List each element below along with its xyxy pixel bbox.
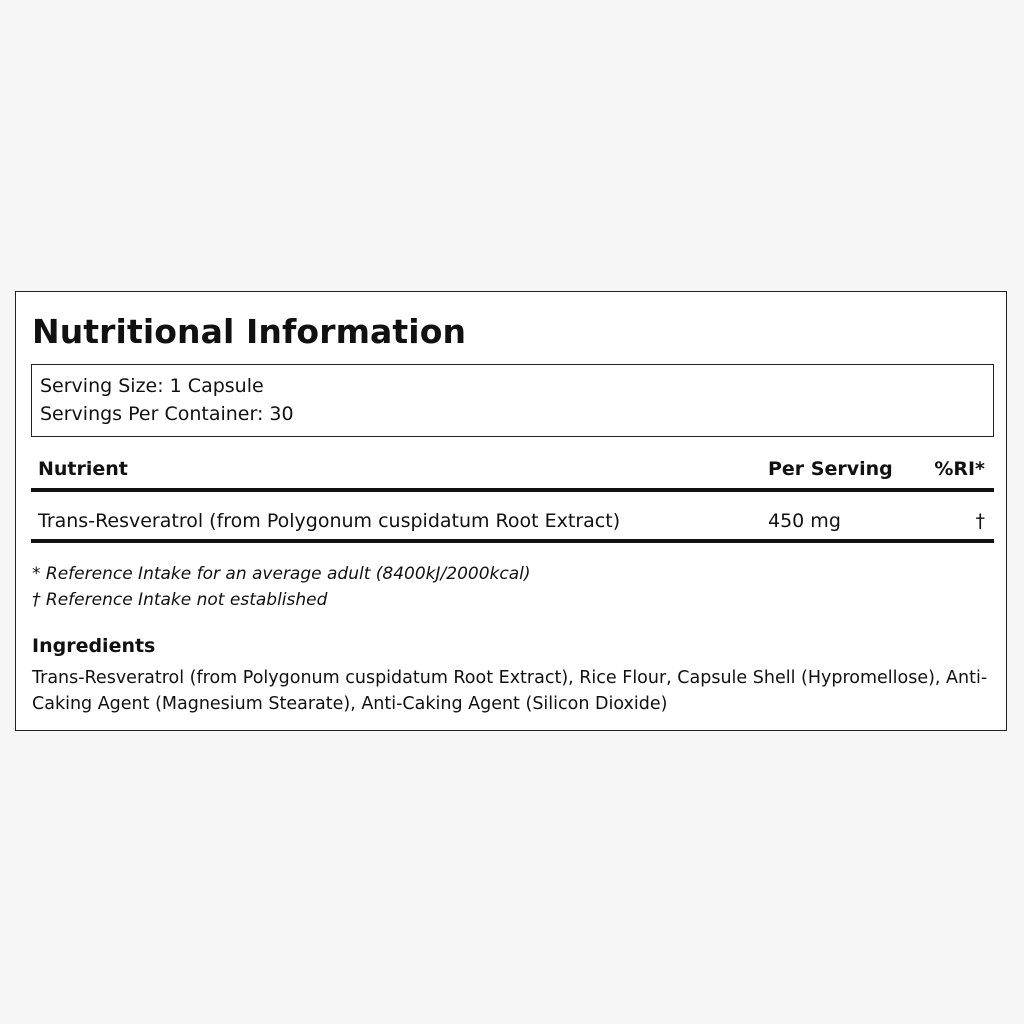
serving-size: Serving Size: 1 Capsule [40, 375, 264, 397]
header-ri: %RI* [934, 458, 985, 480]
table-bottom-divider [31, 539, 994, 543]
ingredients-text: Trans-Resveratrol (from Polygonum cuspidatum Root Extract), Rice Flour, Capsule Shell (Hypromellose), Anti-Caking Agent (Magnesium Stearate), Anti-Caking Agent (Silicon Dioxide) [32, 668, 988, 714]
nutrition-label-panel [15, 291, 1007, 731]
row-per-serving: 450 mg [768, 510, 841, 532]
row-ri: † [975, 510, 985, 532]
row-nutrient-name: Trans-Resveratrol (from Polygonum cuspidatum Root Extract) [38, 510, 621, 532]
serving-info-box [31, 364, 994, 437]
label-title: Nutritional Information [32, 312, 467, 351]
header-divider [31, 488, 994, 492]
footnote-reference-intake: * Reference Intake for an average adult (8400kJ/2000kcal) [32, 564, 531, 584]
header-per-serving: Per Serving [768, 458, 893, 480]
ingredients-heading: Ingredients [32, 635, 156, 657]
servings-per-container: Servings Per Container: 30 [40, 403, 294, 425]
footnote-not-established: † Reference Intake not established [32, 590, 328, 610]
header-nutrient: Nutrient [38, 458, 128, 480]
